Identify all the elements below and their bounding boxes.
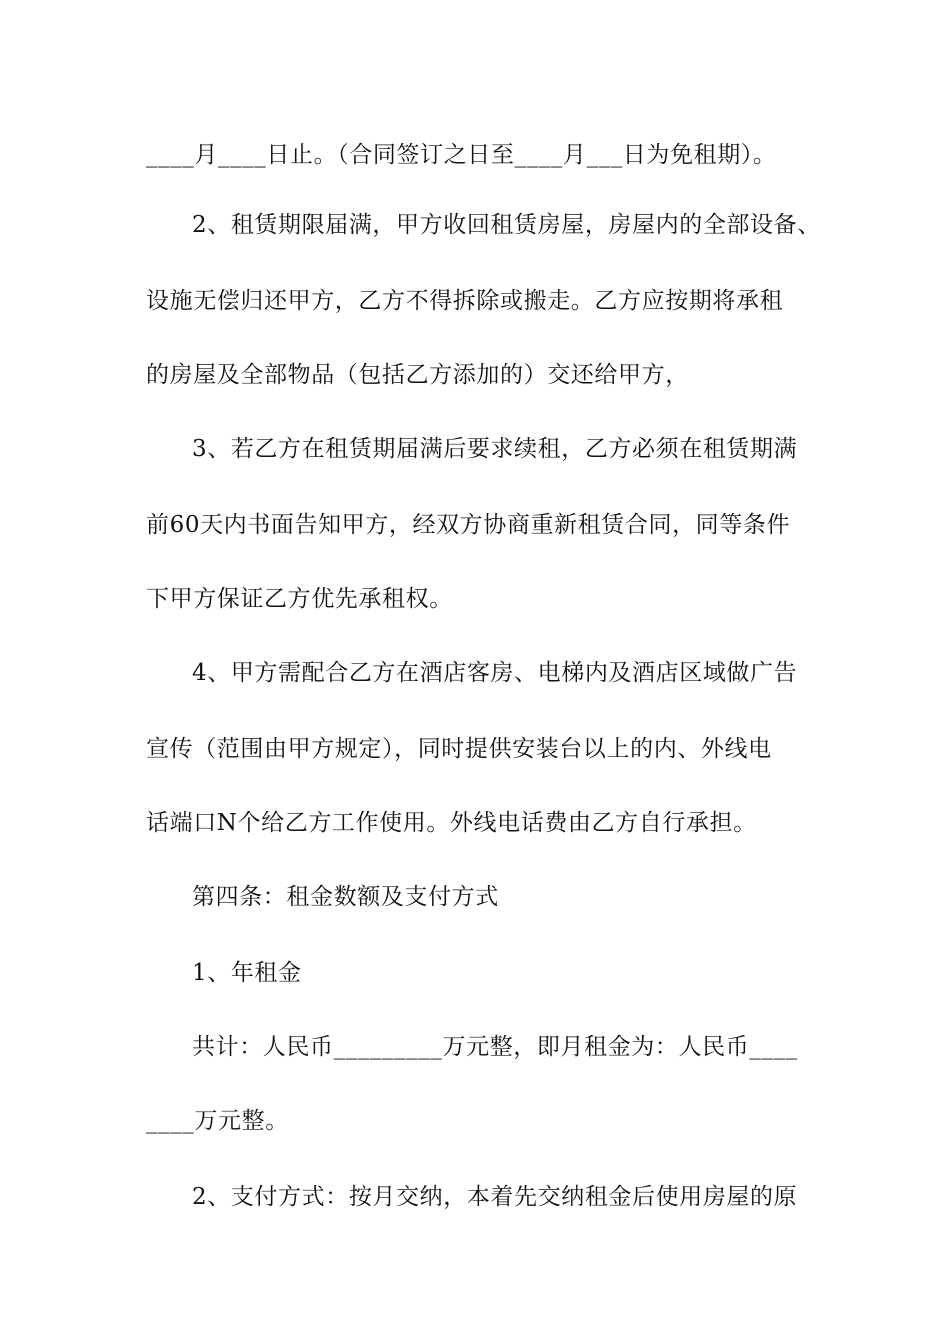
- section-heading: 第四条：租金数额及支付方式: [192, 884, 499, 910]
- text-line: 2、租赁期限届满，甲方收回租赁房屋，房屋内的全部设备、: [192, 212, 821, 238]
- text-line: 2、支付方式：按月交纳，本着先交纳租金后使用房屋的原: [192, 1184, 798, 1210]
- text-line: 宣传（范围由甲方规定），同时提供安装台以上的内、外线电: [146, 736, 772, 762]
- text-line: 4、甲方需配合乙方在酒店客房、电梯内及酒店区域做广告: [192, 660, 798, 686]
- text-line: 3、若乙方在租赁期届满后要求续租，乙方必须在租赁期满: [192, 436, 798, 462]
- text-line: 1、年租金: [192, 960, 302, 986]
- text-line: 前60天内书面告知甲方，经双方协商重新租赁合同，同等条件: [146, 512, 791, 538]
- text-line: 共计：人民币_________万元整，即月租金为：人民币____: [192, 1034, 798, 1060]
- text-line: 设施无偿归还甲方，乙方不得拆除或搬走。乙方应按期将承租: [146, 288, 784, 314]
- text-line: 话端口N个给乙方工作使用。外线电话费由乙方自行承担。: [146, 810, 757, 836]
- text-line: ____万元整。: [146, 1108, 289, 1134]
- text-line: ____月____日止。（合同签订之日至____月___日为免租期）。: [146, 142, 777, 168]
- text-line: 下甲方保证乙方优先承租权。: [146, 586, 453, 612]
- text-line: 的房屋及全部物品（包括乙方添加的）交还给甲方，: [146, 362, 689, 388]
